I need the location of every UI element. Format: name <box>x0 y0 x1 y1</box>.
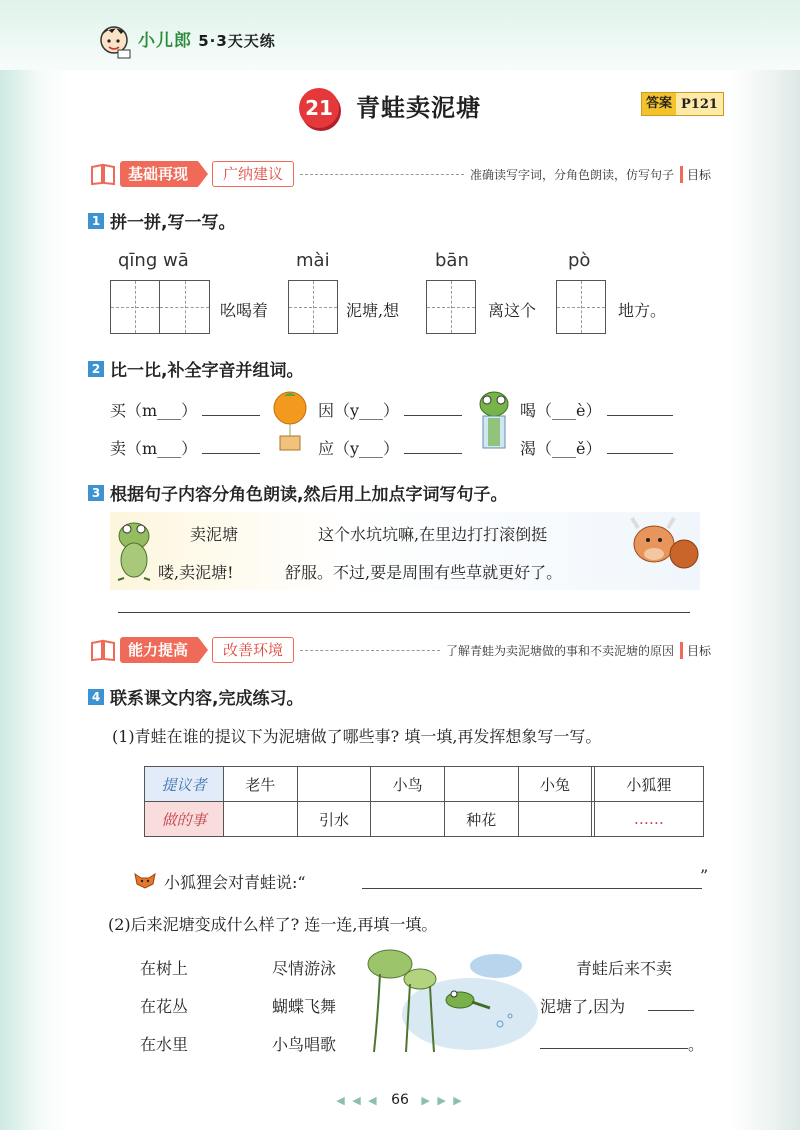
tian-box-group-3 <box>426 280 476 338</box>
section-banner-advanced <box>90 636 715 664</box>
fox-icon <box>132 870 158 890</box>
q2-item-he <box>520 398 673 421</box>
section-arrow <box>198 637 208 663</box>
match-middle-1[interactable]: 尽情游泳 <box>272 959 337 978</box>
reason-text-2: 泥塘了,因为 <box>540 997 626 1016</box>
book-icon <box>90 638 116 662</box>
match-middle-3[interactable]: 小鸟唱歌 <box>272 1035 337 1054</box>
question-text: 联系课文内容,完成练习。 <box>110 689 304 709</box>
write-sentence-line[interactable] <box>118 612 690 613</box>
goal-tag: 目标 <box>680 642 715 659</box>
match-left-3[interactable]: 在水里 <box>140 1035 189 1054</box>
section-arrow <box>198 161 208 187</box>
right-arrows-icon: ▶ ▶ ▶ <box>421 1094 464 1107</box>
dotted-leader <box>300 173 464 175</box>
section-title: 能力提高 <box>120 637 198 663</box>
q2-label: 应（y___） <box>318 439 400 458</box>
table-cell: 小鸟 <box>371 767 445 802</box>
section-goal: 准确读写字词，分角色朗读，仿写句子 <box>469 167 674 182</box>
q2-item-mai4 <box>110 436 260 459</box>
section-title: 基础再现 <box>120 161 198 187</box>
dotted-leader <box>300 649 440 651</box>
question-number: 2 <box>88 361 104 377</box>
fox-close-quote: ” <box>700 866 709 885</box>
reason-end: 。 <box>688 1035 705 1054</box>
q2-label: 买（m___） <box>110 401 198 420</box>
table-row <box>145 767 704 802</box>
question-text: 拼一拼,写一写。 <box>110 213 236 233</box>
frog-cup-icon <box>474 388 514 454</box>
table-row <box>145 802 704 837</box>
answer-blank[interactable] <box>202 453 260 454</box>
pinyin-po: pò <box>568 250 591 271</box>
tian-box-group-2 <box>288 280 338 338</box>
writing-box[interactable] <box>288 280 338 334</box>
frog-character-icon <box>112 516 158 582</box>
q1-text-4: 地方。 <box>618 301 667 320</box>
q4-sub-question-2: (2)后来泥塘变成什么样了? 连一连,再填一填。 <box>108 915 438 934</box>
left-arrows-icon: ◀ ◀ ◀ <box>336 1094 379 1107</box>
goal-tag: 目标 <box>680 166 715 183</box>
section-banner-basic <box>90 160 715 188</box>
cow-line-1: 这个水坑坑嘛,在里边打打滚倒挺 <box>318 525 548 544</box>
match-middle-2[interactable]: 蝴蝶飞舞 <box>272 997 337 1016</box>
q4-sub-question-1: (1)青蛙在谁的提议下为泥塘做了哪些事? 填一填,再发挥想象写一写。 <box>112 727 602 746</box>
pond-scene-illustration <box>350 944 540 1054</box>
table-cell[interactable] <box>371 802 445 837</box>
q2-item-mai3 <box>110 398 260 421</box>
question-text: 比一比,补全字音并组词。 <box>110 361 304 381</box>
q2-label: 因（y___） <box>318 401 400 420</box>
fox-prompt: 小狐狸会对青蛙说:“ <box>164 873 306 892</box>
table-cell[interactable] <box>444 767 518 802</box>
table-cell: 种花 <box>444 802 518 837</box>
section-subtitle: 改善环境 <box>212 637 294 663</box>
page-number: 66 <box>391 1092 409 1108</box>
writing-box[interactable] <box>110 280 160 334</box>
orange-balloon-icon <box>270 388 310 454</box>
question-1 <box>88 208 235 233</box>
writing-box[interactable] <box>160 280 210 334</box>
match-left-1[interactable]: 在树上 <box>140 959 189 978</box>
writing-box[interactable] <box>556 280 606 334</box>
table-cell[interactable] <box>224 802 298 837</box>
table-cell: 引水 <box>297 802 371 837</box>
brand <box>138 26 276 51</box>
frog-line-2: 喽,卖泥塘! <box>158 563 234 582</box>
q2-label: 渴（___ě） <box>520 439 602 458</box>
question-number: 1 <box>88 213 104 229</box>
question-number: 4 <box>88 689 104 705</box>
question-4 <box>88 684 303 709</box>
table-cell: 老牛 <box>224 767 298 802</box>
reason-text-1: 青蛙后来不卖 <box>576 959 673 978</box>
page-footer <box>0 1092 800 1108</box>
table-cell: …… <box>594 802 703 837</box>
answer-blank[interactable] <box>404 453 462 454</box>
q2-item-ke <box>520 436 673 459</box>
lesson-number-badge: 21 <box>299 88 339 128</box>
brand-series: 5·3天天练 <box>198 32 276 50</box>
q1-text-1: 吆喝着 <box>220 301 269 320</box>
q2-label: 卖（m___） <box>110 439 198 458</box>
answer-label: 答案 <box>642 93 676 115</box>
tian-box-group-1 <box>110 280 210 334</box>
table-cell[interactable] <box>518 802 592 837</box>
pinyin-qingwa: qīng wā <box>118 250 189 271</box>
question-3 <box>88 480 507 505</box>
answer-blank[interactable] <box>607 415 673 416</box>
question-2 <box>88 356 303 381</box>
pinyin-ban: bān <box>435 250 469 271</box>
question-text: 根据句子内容分角色朗读,然后用上加点字词写句子。 <box>110 485 508 505</box>
answer-blank[interactable] <box>404 415 462 416</box>
book-icon <box>90 162 116 186</box>
answer-page: P121 <box>681 96 718 112</box>
row-label: 提议者 <box>145 767 224 802</box>
question-number: 3 <box>88 485 104 501</box>
answer-blank[interactable] <box>607 453 673 454</box>
writing-box[interactable] <box>426 280 476 334</box>
fox-answer-line[interactable] <box>362 888 702 889</box>
q1-text-2: 泥塘,想 <box>346 301 400 320</box>
table-cell: 小狐狸 <box>594 767 703 802</box>
reason-blank-1[interactable] <box>648 1010 694 1011</box>
q1-text-3: 离这个 <box>488 301 537 320</box>
row-label: 做的事 <box>145 802 224 837</box>
cow-character-icon <box>628 514 700 574</box>
reason-blank-2[interactable] <box>540 1048 688 1049</box>
cow-line-2: 舒服。不过,要是周围有些草就更好了。 <box>285 563 563 582</box>
q2-label: 喝（___è） <box>520 401 602 420</box>
table-cell[interactable] <box>297 767 371 802</box>
pinyin-mai: mài <box>296 250 330 271</box>
q2-item-yin <box>318 398 462 421</box>
brand-name: 小儿郎 <box>138 31 192 51</box>
suggestion-table <box>144 766 704 837</box>
answer-blank[interactable] <box>202 415 260 416</box>
frog-line-1: 卖泥塘 <box>190 525 239 544</box>
answer-reference <box>641 92 724 116</box>
q2-item-ying <box>318 436 462 459</box>
section-goal: 了解青蛙为卖泥塘做的事和不卖泥塘的原因 <box>445 643 674 658</box>
table-cell: 小兔 <box>518 767 592 802</box>
lesson-title: 青蛙卖泥塘 <box>356 94 481 122</box>
section-subtitle: 广纳建议 <box>212 161 294 187</box>
match-left-2[interactable]: 在花丛 <box>140 997 189 1016</box>
mascot-icon <box>96 22 136 62</box>
tian-box-group-4 <box>556 280 606 338</box>
